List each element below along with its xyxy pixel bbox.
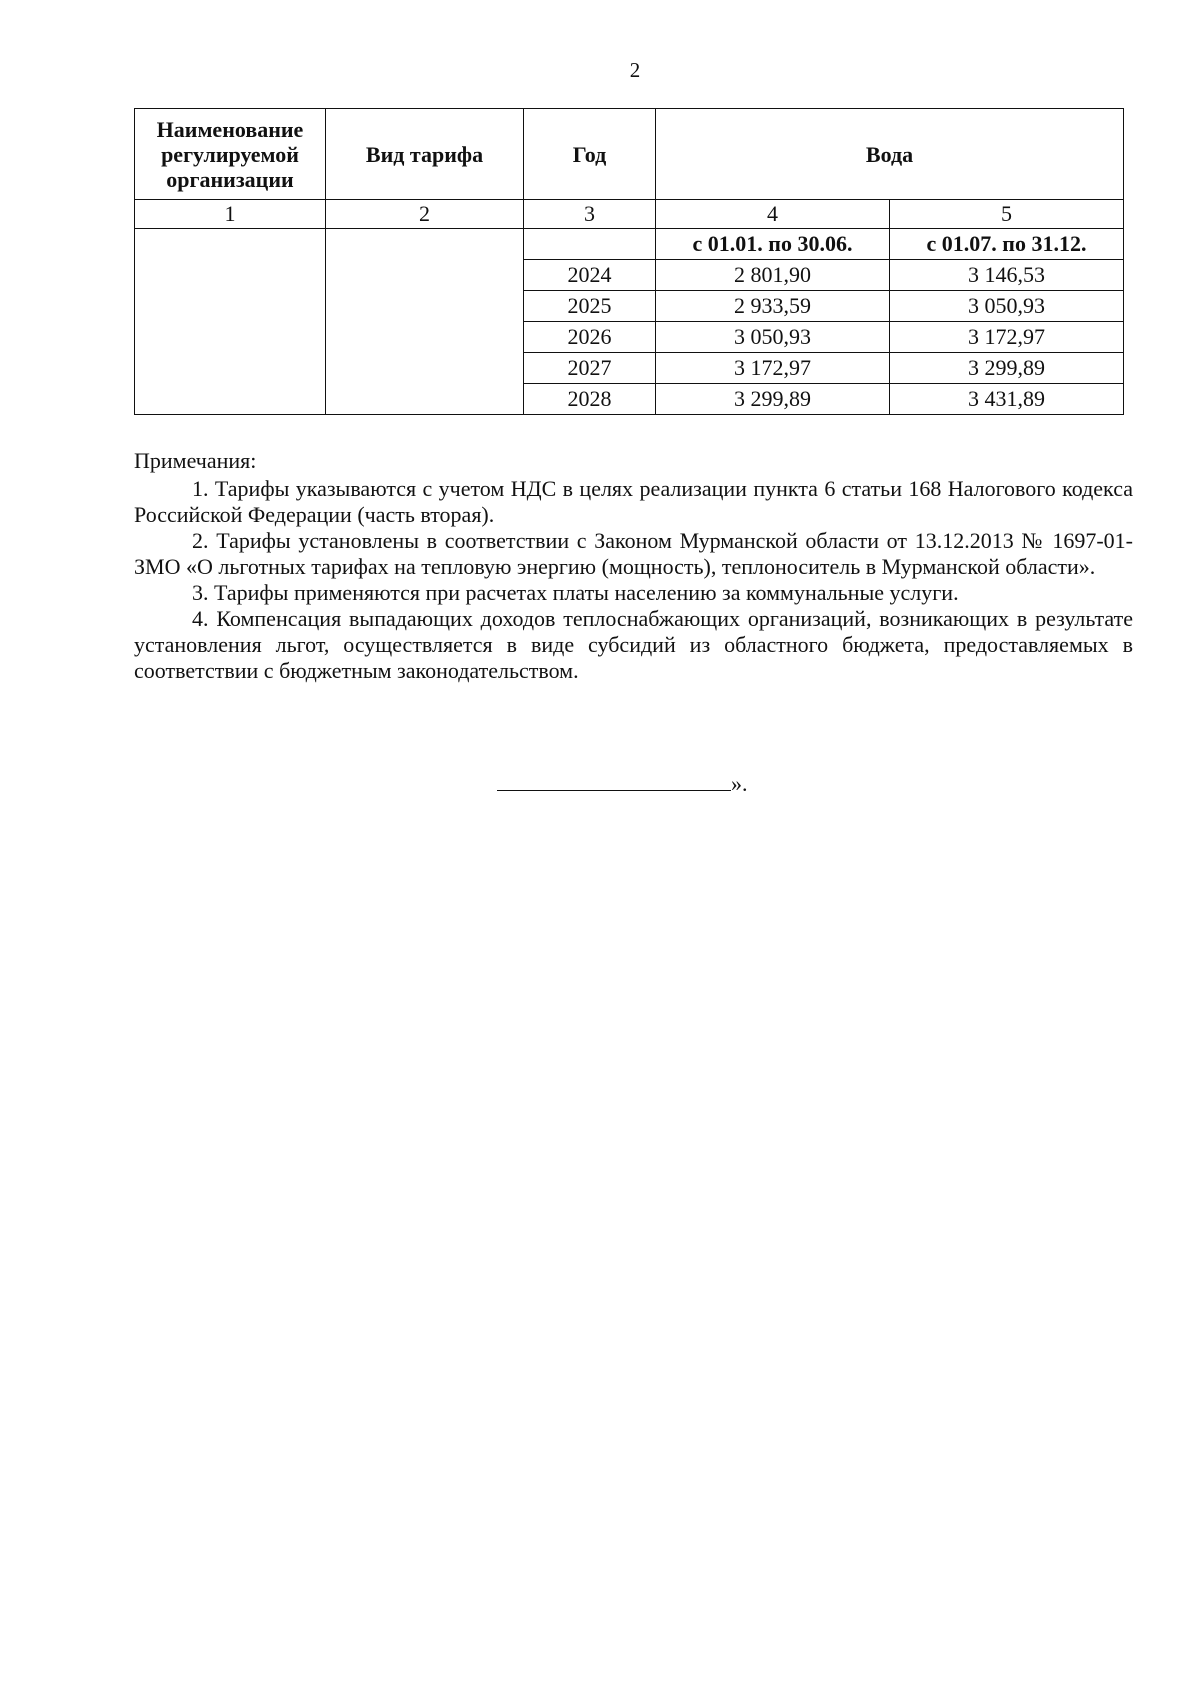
period-row [135,229,1124,260]
notes-title: Примечания: [134,448,257,473]
column-number: 1 [135,200,326,229]
note-item: 2. Тарифы установлены в соответствии с Законом Мурманской области от 13.12.2013 № 1697-01-ЗМО «О льготных тарифах на тепловую энергию (мощность), теплоноситель в Мурманской области». [134,528,1133,579]
header-tariff-type: Вид тарифа [326,109,524,200]
tariff-second-half: 3 299,89 [890,353,1124,384]
year-cell: 2024 [524,260,656,291]
column-number: 2 [326,200,524,229]
period-second-half: с 01.07. по 31.12. [890,229,1124,260]
page-number: 2 [629,58,641,82]
year-cell: 2025 [524,291,656,322]
column-number-row [135,200,1124,229]
closing-mark [497,770,748,797]
note-item: 3. Тарифы применяются при расчетах платы населению за коммунальные услуги. [192,580,959,605]
signature-line [497,770,731,791]
tariff-second-half: 3 146,53 [890,260,1124,291]
tariff-table [134,108,1124,415]
column-number: 4 [656,200,890,229]
header-water: Вода [656,109,1124,200]
tariff-first-half: 3 299,89 [656,384,890,415]
tariff-second-half: 3 172,97 [890,322,1124,353]
header-org: Наименование регулируемой организации [135,109,326,200]
note-item: 4. Компенсация выпадающих доходов теплоснабжающих организаций, возникающих в результате установления льгот, осуществляется в виде субсидий из областного бюджета, предоставляемых в соответствии с бюджетным законодательством. [134,606,1133,683]
year-cell-empty [524,229,656,260]
table-header-row [135,109,1124,200]
year-cell: 2026 [524,322,656,353]
year-cell: 2028 [524,384,656,415]
tariff-second-half: 3 431,89 [890,384,1124,415]
tariff-first-half: 2 801,90 [656,260,890,291]
tariff-type-cell [326,229,524,415]
year-cell: 2027 [524,353,656,384]
tariff-first-half: 2 933,59 [656,291,890,322]
header-year: Год [524,109,656,200]
org-cell [135,229,326,415]
tariff-first-half: 3 172,97 [656,353,890,384]
column-number: 5 [890,200,1124,229]
note-item: 1. Тарифы указываются с учетом НДС в целях реализации пункта 6 статьи 168 Налогового кодекса Российской Федерации (часть вторая). [134,476,1133,527]
closing-quote: ». [731,771,748,796]
column-number: 3 [524,200,656,229]
tariff-second-half: 3 050,93 [890,291,1124,322]
tariff-first-half: 3 050,93 [656,322,890,353]
notes-section [134,448,1133,684]
period-first-half: с 01.01. по 30.06. [656,229,890,260]
